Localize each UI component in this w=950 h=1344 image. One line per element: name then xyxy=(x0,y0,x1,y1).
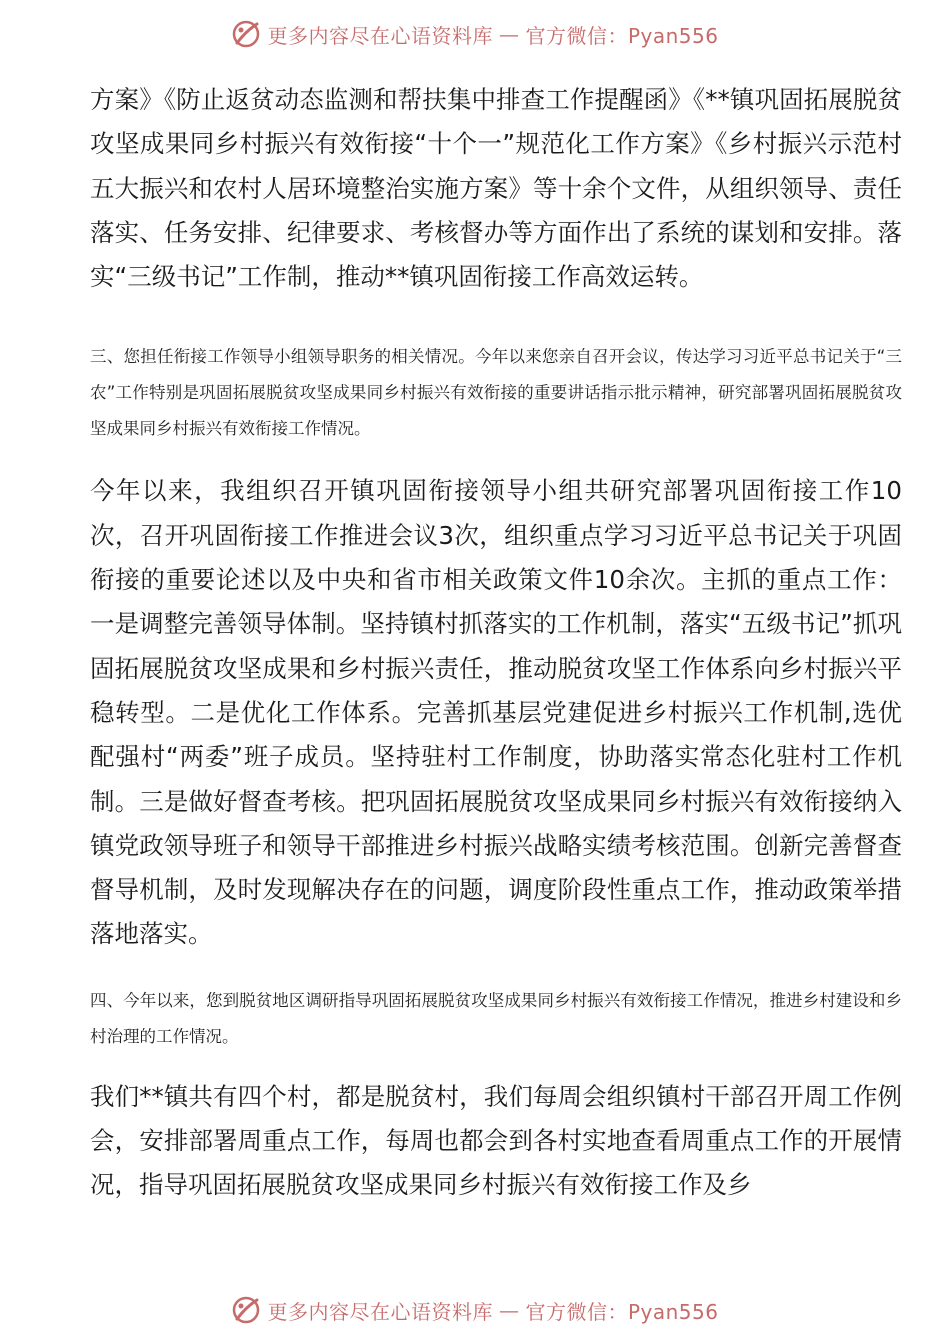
watermark-site-text: 更多内容尽在心语资料库 xyxy=(267,1299,493,1324)
paragraph-work-answer: 今年以来，我组织召开镇巩固衔接领导小组共研究部署巩固衔接工作10次，召开巩固衔接工作推进会议3次，组织重点学习习近平总书记关于巩固衔接的重要论述以及中央和省市相关政策文件10余次。主抓的重点工作：一是调整完善领导体制。坚持镇村抓落实的工作机制，落实“五级书记”抓巩固拓展脱贫攻坚成果和乡村振兴责任，推动脱贫攻坚工作体系向乡村振兴平稳转型。二是优化工作体系。完善抓基层党建促进乡村振兴工作机制,选优配强村“两委”班子成员。坚持驻村工作制度，协助落实常态化驻村工作机制。三是做好督查考核。把巩固拓展脱贫攻坚成果同乡村振兴有效衔接纳入镇党政领导班子和领导干部推进乡村振兴战略实绩考核范围。创新完善督查督导机制，及时发现解决存在的问题，调度阶段性重点工作，推动政策举措落地落实。 xyxy=(90,476,902,949)
watermark-official-text: 官方微信：Pyan556 xyxy=(525,1299,719,1324)
watermark-separator: — xyxy=(498,1298,520,1322)
watermark-separator: — xyxy=(498,22,520,46)
header-watermark xyxy=(0,14,950,54)
paragraph-village-answer: 我们**镇共有四个村，都是脱贫村，我们每周会组织镇村干部召开周工作例会，安排部署周重点工作，每周也都会到各村实地查看周重点工作的开展情况，指导巩固拓展脱贫攻坚成果同乡村振兴有效衔接工作及乡 xyxy=(90,1081,902,1200)
watermark-official-text: 官方微信：Pyan556 xyxy=(525,23,719,48)
paragraph-plan-summary: 方案》《防止返贫动态监测和帮扶集中排查工作提醒函》《**镇巩固拓展脱贫攻坚成果同乡村振兴有效衔接“十个一”规范化工作方案》《乡村振兴示范村五大振兴和农村人居环境整治实施方案》等十余个文件，从组织领导、责任落实、任务安排、纪律要求、考核督办等方面作出了系统的谋划和安排。落实“三级书记”工作制，推动**镇巩固衔接工作高效运转。 xyxy=(90,85,902,292)
question-three: 三、您担任衔接工作领导小组领导职务的相关情况。今年以来您亲自召开会议，传达学习习近平总书记关于“三农”工作特别是巩固拓展脱贫攻坚成果同乡村振兴有效衔接的重要讲话指示批示精神，研究部署巩固拓展脱贫攻坚成果同乡村振兴有效衔接工作情况。 xyxy=(90,347,902,439)
question-four: 四、今年以来，您到脱贫地区调研指导巩固拓展脱贫攻坚成果同乡村振兴有效衔接工作情况，推进乡村建设和乡村治理的工作情况。 xyxy=(90,990,902,1046)
document-body xyxy=(90,78,902,1208)
footer-watermark xyxy=(0,1290,950,1330)
brush-logo-icon xyxy=(231,1295,261,1325)
watermark-site-text: 更多内容尽在心语资料库 xyxy=(267,23,493,48)
brush-logo-icon xyxy=(231,19,261,49)
